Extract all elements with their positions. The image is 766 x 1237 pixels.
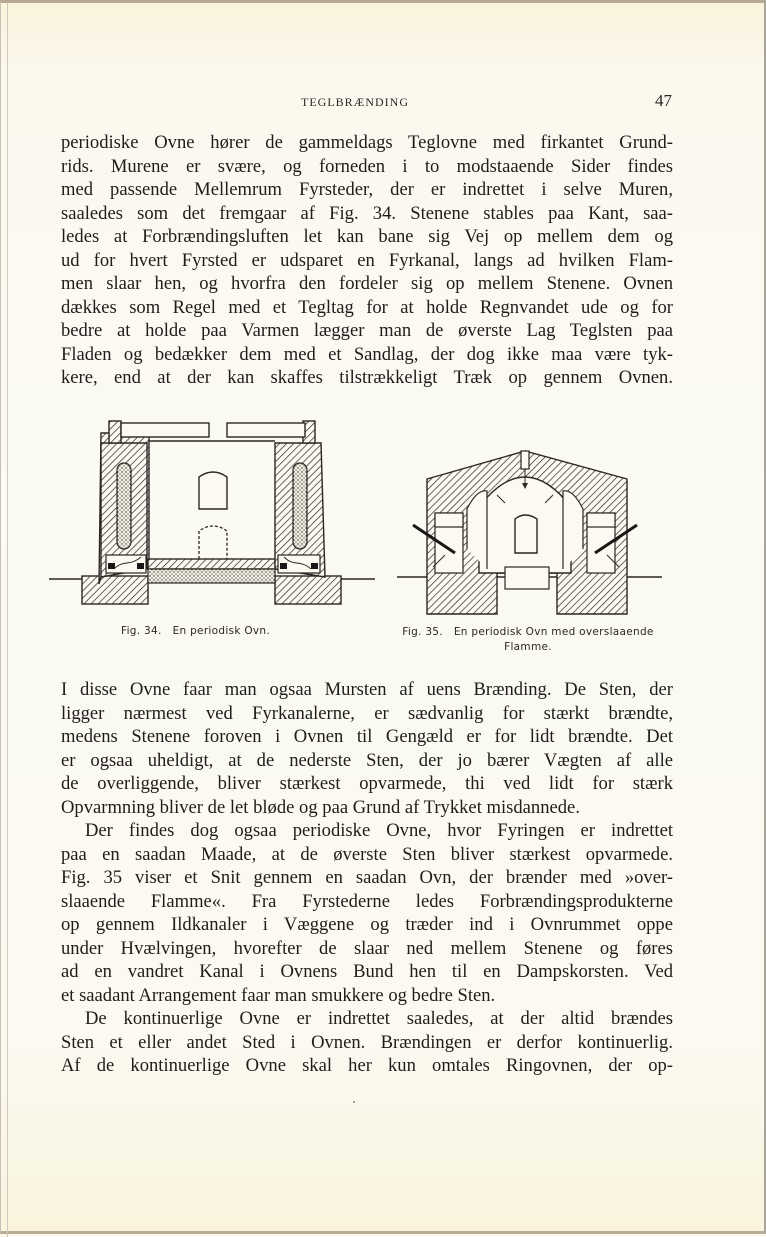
text-line: dækkes som Regel med et Tegltag for at holde Regnvandet ude og for: [61, 296, 673, 318]
text-line: periodiske Ovne hører de gammeldags Teglovne med firkantet Grund-: [61, 132, 673, 153]
text-line: ligger nærmest ved Fyrkanalerne, er sædvanlig for stærkt brændte,: [61, 702, 673, 724]
figure-35-caption-line-2: Flamme.: [504, 641, 552, 653]
figure-34-caption-text: En periodisk Ovn.: [172, 625, 271, 637]
text-line: med passende Mellemrum Fyrsteder, der er indrettet i selve Muren,: [61, 179, 673, 200]
text-line: bedre at holde paa Varmen lægger man de øverste Lag Teglsten paa: [61, 320, 673, 341]
text-line: paa en saadan Maade, at de øverste Sten bliver stærkest opvarmede.: [61, 843, 673, 865]
text-line: Fladen og bedækker dem med et Sandlag, der dog ikke maa være tyk-: [61, 343, 673, 365]
text-line: Fig. 35 viser et Snit gennem en saadan Ovn, der brænder med »over-: [61, 867, 673, 888]
text-line: under Hvælvingen, hvorefter de slaar ned mellem Stenene og føres: [61, 937, 673, 959]
paper-speck: [353, 1101, 355, 1103]
text-line: I disse Ovne faar man ogsaa Mursten af uens Brænding. De Sten, der: [61, 679, 673, 700]
paragraph-block-1: [61, 131, 673, 390]
text-line: kere, end at der kan skaffes tilstrækkeligt Træk op gennem Ovnen.: [61, 367, 673, 388]
text-line: Sten et eller andet Sted i Ovnen. Brændingen er derfor kontinuerlig.: [61, 1031, 673, 1053]
text-line: op gennem Ildkanaler i Væggene og træder ind i Ovnrummet oppe: [61, 914, 673, 935]
text-line: men slaar hen, og hvorfra den fordeler sig op mellem Stenene. Ovnen: [61, 273, 673, 294]
text-line: saaledes som det fremgaar af Fig. 34. Stenene stables paa Kant, saa-: [61, 202, 673, 224]
text-line: De kontinuerlige Ovne er indrettet saaledes, at der altid brændes: [85, 1008, 673, 1029]
running-head-title: TEGLBRÆNDING: [301, 95, 409, 109]
figure-34-caption: [121, 625, 321, 637]
text-line: rids. Murene er svære, og forneden i to modstaaende Sider findes: [61, 155, 673, 177]
text-line: medens Stenene foroven i Ovnen til Gengæld er for lidt brændte. Det: [61, 726, 673, 747]
running-head: [1, 91, 766, 115]
figure-35-overhead-flame-kiln-diagram: [397, 449, 662, 617]
text-line: de overliggende, bliver stærkest opvarmede, thi ved lidt for stærk: [61, 773, 673, 794]
figure-34-label: Fig. 34.: [121, 625, 162, 637]
text-line: ledes at Forbrændingsluften let kan bane sig Vej op mellem dem og: [61, 226, 673, 247]
text-line: slaaende Flamme«. Fra Fyrstederne ledes Forbrændingsprodukterne: [61, 890, 673, 912]
paragraph-block-2: [61, 678, 673, 1078]
text-line: Opvarmning bliver de let bløde og paa Grund af Trykket misdannede.: [61, 796, 580, 818]
page-number: 47: [655, 91, 672, 110]
figure-35-label: Fig. 35.: [402, 626, 443, 638]
text-line: ad en vandret Kanal i Ovnens Bund hen til en Dampskorsten. Ved: [61, 961, 673, 982]
text-line: Af de kontinuerlige Ovne skal her kun omtales Ringovnen, der op-: [61, 1055, 673, 1076]
text-line: et saadant Arrangement faar man smukkere og bedre Sten.: [61, 984, 496, 1006]
page-edge-rule: [7, 3, 8, 1237]
text-line: Der findes dog ogsaa periodiske Ovne, hvor Fyringen er indrettet: [85, 820, 673, 841]
figure-35-caption-line-1: En periodisk Ovn med overslaaende: [453, 626, 654, 638]
text-line: ud for hvert Fyrsted er udsparet en Fyrkanal, langs ad hvilken Flam-: [61, 249, 673, 271]
figure-35-caption: [385, 625, 671, 655]
text-line: er ogsaa uheldigt, at de nederste Sten, der jo bærer Vægten af alle: [61, 749, 673, 771]
figure-34-periodic-kiln-diagram: [49, 419, 375, 609]
